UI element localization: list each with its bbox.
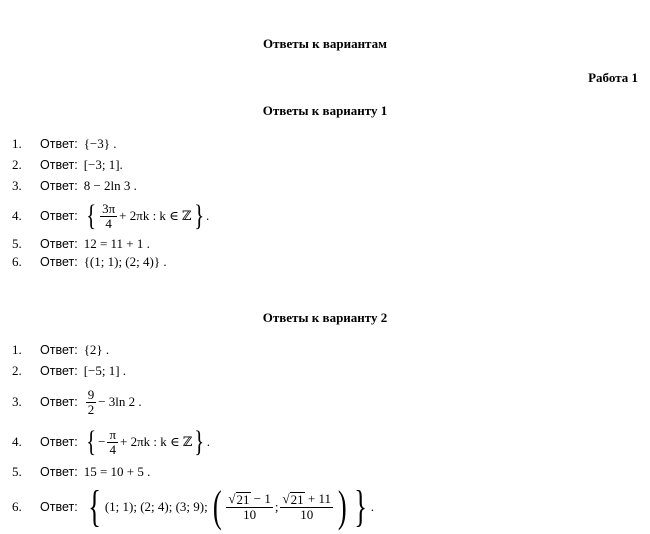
v2-item-2 bbox=[12, 361, 126, 381]
answer-value: {−3} . bbox=[83, 136, 117, 151]
answer-label: Ответ: bbox=[40, 395, 78, 409]
answer-label: Ответ: bbox=[40, 364, 78, 378]
answer-label: Ответ: bbox=[40, 137, 78, 151]
sqrt: √ 21 bbox=[282, 491, 304, 507]
radicand: 21 bbox=[236, 492, 250, 507]
v2-item-5 bbox=[12, 462, 150, 482]
item-number: 3. bbox=[12, 394, 22, 409]
right-brace: } bbox=[353, 482, 367, 531]
fraction-2 bbox=[280, 492, 333, 522]
item-number: 6. bbox=[12, 499, 22, 514]
right-paren: ) bbox=[337, 482, 347, 531]
left-paren: ( bbox=[212, 482, 222, 531]
sqrt: √ 21 bbox=[228, 491, 250, 507]
fraction bbox=[86, 388, 97, 417]
answer-value: {2} . bbox=[83, 342, 110, 357]
variant-2-title: Ответы к варианту 2 bbox=[262, 310, 388, 325]
v1-item-2 bbox=[12, 155, 123, 175]
fraction-numerator: 9 bbox=[87, 386, 95, 402]
fraction-numerator: 3π bbox=[102, 200, 116, 216]
fraction bbox=[107, 428, 118, 457]
item-number: 4. bbox=[12, 208, 22, 223]
main-title: Ответы к вариантам bbox=[263, 36, 387, 51]
left-brace: { bbox=[85, 199, 96, 232]
work-title: Работа 1 bbox=[588, 70, 638, 85]
answer-value bbox=[84, 388, 142, 417]
right-brace: } bbox=[193, 199, 204, 232]
v2-item-3 bbox=[12, 383, 142, 421]
answer-value: 8 − 2ln 3 . bbox=[83, 178, 137, 193]
v1-item-6 bbox=[12, 252, 167, 272]
fraction-denominator: 10 bbox=[243, 507, 257, 522]
fraction-denominator: 10 bbox=[300, 507, 314, 522]
numerator-rest: + 11 bbox=[307, 491, 331, 506]
fraction-numerator: π bbox=[109, 426, 117, 442]
answer-value bbox=[84, 482, 375, 531]
fraction-denominator: 4 bbox=[105, 215, 112, 231]
fraction-denominator: 4 bbox=[109, 441, 116, 457]
answer-rest: + 2πk : k ∈ ℤ bbox=[120, 434, 193, 449]
left-brace: { bbox=[87, 482, 101, 531]
v2-item-6 bbox=[12, 484, 374, 530]
radicand: 21 bbox=[290, 492, 304, 507]
answer-label: Ответ: bbox=[40, 435, 78, 449]
answer-label: Ответ: bbox=[40, 465, 78, 479]
answer-value: 12 = 11 + 1 . bbox=[83, 236, 150, 251]
fraction bbox=[100, 202, 117, 231]
answer-value: [−5; 1] . bbox=[83, 363, 127, 378]
right-brace: } bbox=[194, 425, 205, 458]
answer-label: Ответ: bbox=[40, 343, 78, 357]
answer-value: 15 = 10 + 5 . bbox=[83, 464, 151, 479]
variant-1-title: Ответы к варианту 1 bbox=[262, 103, 388, 118]
v1-item-4 bbox=[12, 196, 209, 236]
answer-label: Ответ: bbox=[40, 237, 78, 251]
item-number: 2. bbox=[12, 157, 22, 172]
answer-end: . bbox=[206, 434, 211, 449]
answer-label: Ответ: bbox=[40, 158, 78, 172]
answer-lead: (1; 1); (2; 4); (3; 9); bbox=[104, 499, 208, 514]
fraction-1 bbox=[226, 492, 272, 522]
v2-item-4 bbox=[12, 422, 210, 462]
item-number: 5. bbox=[12, 236, 22, 251]
item-number: 4. bbox=[12, 434, 22, 449]
v2-item-1 bbox=[12, 340, 109, 360]
fraction-numerator bbox=[280, 492, 333, 508]
v1-item-1 bbox=[12, 134, 117, 154]
answer-value: [−3; 1]. bbox=[83, 157, 123, 172]
answer-value: {(1; 1); (2; 4)} . bbox=[83, 254, 167, 269]
answer-end: . bbox=[205, 208, 210, 223]
answer-rest: − 3ln 2 . bbox=[98, 394, 142, 409]
answer-value bbox=[84, 427, 210, 457]
answer-label: Ответ: bbox=[40, 255, 78, 269]
left-brace: { bbox=[85, 425, 96, 458]
answer-label: Ответ: bbox=[40, 179, 78, 193]
v1-item-5 bbox=[12, 234, 150, 254]
answer-value bbox=[84, 201, 210, 231]
answer-label: Ответ: bbox=[40, 500, 78, 514]
item-number: 6. bbox=[12, 254, 22, 269]
item-number: 5. bbox=[12, 464, 22, 479]
answer-label: Ответ: bbox=[40, 209, 78, 223]
item-number: 1. bbox=[12, 136, 22, 151]
item-number: 1. bbox=[12, 342, 22, 357]
item-number: 2. bbox=[12, 363, 22, 378]
separator: ; bbox=[274, 499, 279, 514]
item-number: 3. bbox=[12, 178, 22, 193]
answer-end: . bbox=[370, 499, 375, 514]
fraction-numerator bbox=[226, 492, 272, 508]
minus-sign: − bbox=[98, 434, 106, 449]
fraction-denominator: 2 bbox=[87, 401, 95, 417]
answer-rest: + 2πk : k ∈ ℤ bbox=[119, 208, 192, 223]
v1-item-3 bbox=[12, 176, 137, 196]
numerator-rest: − 1 bbox=[253, 491, 271, 506]
